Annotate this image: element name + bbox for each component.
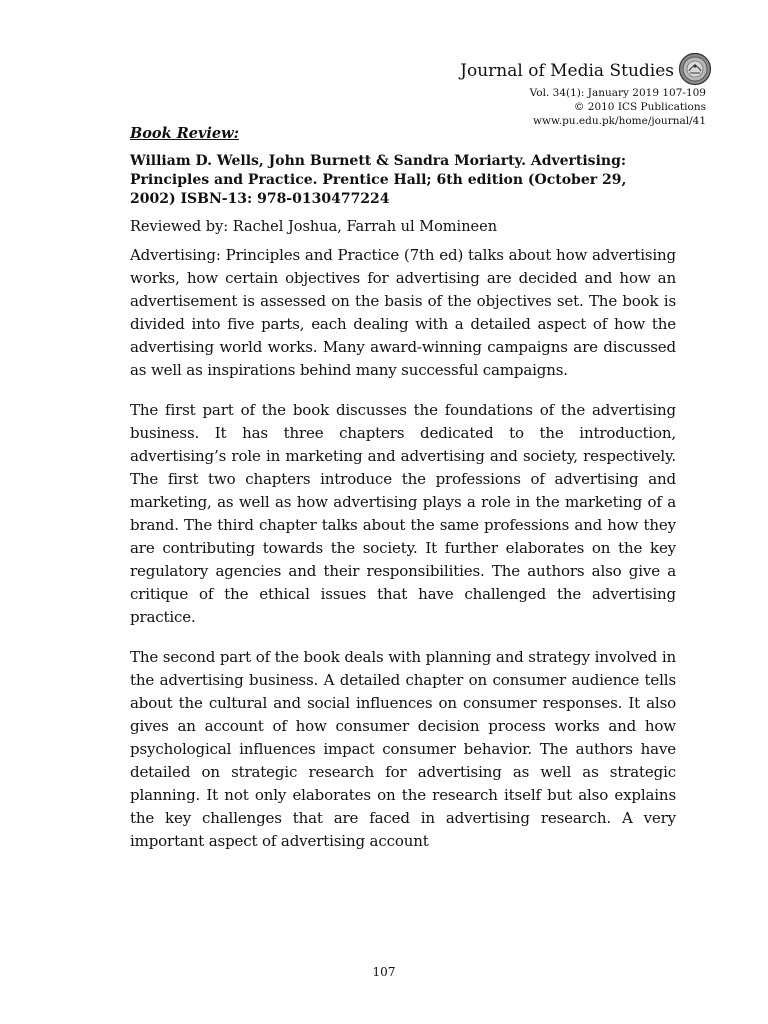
paragraph-part-one: The first part of the book discusses the foundations of the advertising business. It has three chapters dedicated to the introduction, advertising’s role in marketing and advertising and society, respectively. The first two chapters introduce the professions of advertising and marketing, as well as how advertising plays a role in the marketing of a brand. The third chapter talks about the same professions and how they are contributing towards the society. It further elaborates on the key regulatory agencies and their responsibilities. The authors also give a critique of the ethical issues that have challenged the advertising practice. (130, 400, 676, 627)
section-label: Book Review: (130, 125, 239, 142)
journal-seal-icon (678, 52, 712, 86)
reviewers-line: Reviewed by: Rachel Joshua, Farrah ul Momineen (130, 219, 498, 235)
page-number: 107 (372, 965, 396, 979)
journal-title-row (286, 56, 706, 86)
review-content (130, 124, 676, 869)
paragraph-part-two: The second part of the book deals with planning and strategy involved in the advertising business. A detailed chapter on consumer audience tells about the cultural and social influences on consumer responses. It also gives an account of how consumer decision process works and how psychological influences impact consumer behavior. The authors have detailed on strategic research for advertising as well as strategic planning. It not only elaborates on the research itself but also explains the key challenges that are faced in advertising research. A very important aspect of advertising account (130, 647, 676, 851)
journal-header (286, 56, 706, 128)
journal-url: www.pu.edu.pk/home/journal/41 (533, 115, 706, 127)
journal-title: Journal of Media Studies (460, 61, 674, 81)
journal-copyright: © 2010 ICS Publications (573, 101, 706, 113)
journal-volume: Vol. 34(1): January 2019 107-109 (529, 87, 706, 99)
paragraph-intro: Advertising: Principles and Practice (7th ed) talks about how advertising works, how certain objectives for advertising are decided and how an advertisement is assessed on the basis of the objectives set. The book is divided into five parts, each dealing with a detailed aspect of how the advertising world works. Many award-winning campaigns are discussed as well as inspirations behind many successful campaigns. (130, 246, 676, 380)
book-citation: William D. Wells, John Burnett & Sandra Moriarty. Advertising: Principles and Practice. Prentice Hall; 6th edition (October 29, 2002) ISBN-13: 978-0130477224 (130, 153, 627, 207)
